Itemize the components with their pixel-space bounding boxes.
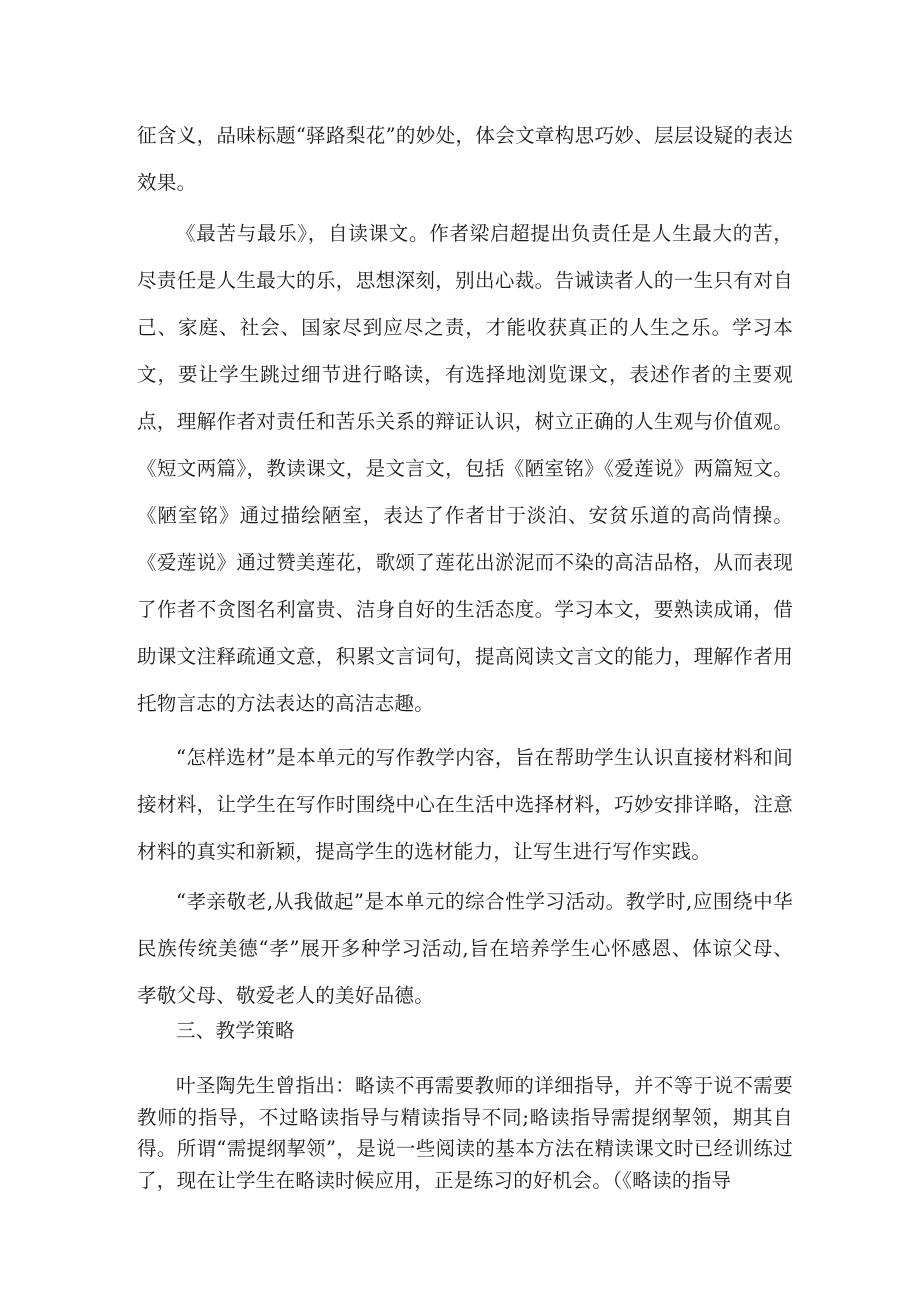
paragraph-writing-selection: “怎样选材”是本单元的写作教学内容，旨在帮助学生认识直接材料和间接材料，让学生在写作时围绕中心在生活中选择材料，巧妙安排详略，注意材料的真实和新颖，提高学生的选材能力，让写生进行写作实践。	[137, 746, 793, 863]
section-heading-teaching-strategy: 三、教学策略	[176, 1019, 295, 1042]
paragraph-zuiku-yu-zuile: 《最苦与最乐》，自读课文。作者梁启超提出负责任是人生最大的苦，尽责任是人生最大的乐，思想深刻，别出心裁。告诫读者人的一生只有对自己、家庭、社会、国家尽到应尽之责，才能收获真正的人生之乐。学习本文，要让学生跳过细节进行略读，有选择地浏览课文，表述作者的主要观点，理解作者对责任和苦乐关系的辩证认识，树立正确的人生观与价值观。《短文两篇》，教读课文，是文言文，包括《陋室铭》《爱莲说》两篇短文。《陋室铭》通过描绘陋室，表达了作者甘于淡泊、安贫乐道的高尚情操。《爱莲说》通过赞美莲花，歌颂了莲花出淤泥而不染的高洁品格，从而表现了作者不贪图名利富贵、洁身自好的生活态度。学习本文，要熟读成诵，借助课文注释疏通文意，积累文言词句，提高阅读文言文的能力，理解作者用托物言志的方法表达的高洁志趣。	[137, 222, 793, 715]
paragraph-continuation: 征含义，品味标题“驿路梨花”的妙处，体会文章构思巧妙、层层设疑的表达效果。	[137, 124, 793, 194]
paragraph-ye-shengtao-quote: 叶圣陶先生曾指出：略读不再需要教师的详细指导，并不等于说不需要教师的指导，不过略读指导与精读指导不同;略读指导需提纲挈领，期其自得。所谓“需提纲挈领”，是说一些阅读的基本方法在精读课文时已经训练过了，现在让学生在略读时候应用，正是练习的好机会。（《略读的指导	[137, 1074, 793, 1192]
paragraph-filial-piety-activity: “孝亲敬老,从我做起”是本单元的综合性学习活动。教学时,应围绕中华民族传统美德“孝”展开多种学习活动,旨在培养学生心怀感恩、体谅父母、孝敬父母、敬爱老人的美好品德。	[137, 890, 793, 1007]
